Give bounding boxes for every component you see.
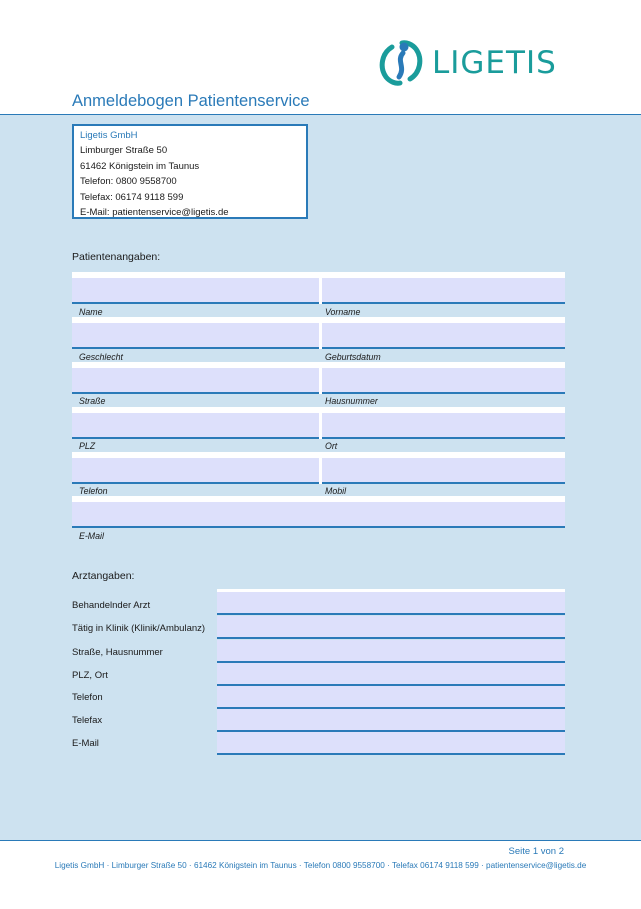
doctor-label-arzt: Behandelnder Arzt (72, 600, 151, 611)
doctor-strasse-field[interactable] (217, 640, 565, 663)
patient-row-plz (72, 407, 565, 439)
doctor-label-telefon: Telefon (72, 692, 103, 703)
doctor-email-field[interactable] (217, 732, 565, 755)
doctor-telefon-field[interactable] (217, 686, 565, 709)
ligetis-logo-icon (378, 39, 424, 87)
address-phone: Telefon: 0800 9558700 (80, 176, 177, 188)
plz-caption: PLZ (79, 441, 96, 451)
mobil-caption: Mobil (325, 486, 347, 496)
doctor-telefax-field[interactable] (217, 709, 565, 732)
patient-row-geschlecht (72, 317, 565, 349)
vorname-caption: Vorname (325, 307, 361, 317)
hausnummer-field[interactable] (322, 368, 565, 394)
plz-field[interactable] (72, 413, 319, 439)
address-email: E-Mail: patientenservice@ligetis.de (80, 207, 229, 219)
email-field[interactable] (72, 502, 565, 528)
ort-field[interactable] (322, 413, 565, 439)
geburtsdatum-field[interactable] (322, 323, 565, 349)
ort-caption: Ort (325, 441, 338, 451)
doctor-label-telefax: Telefax (72, 715, 103, 726)
name-caption: Name (79, 307, 103, 317)
address-fax: Telefax: 06174 9118 599 (80, 191, 184, 203)
strasse-field[interactable] (72, 368, 319, 394)
address-company: Ligetis GmbH (80, 130, 138, 141)
doctor-plz-ort-field[interactable] (217, 663, 565, 686)
hausnummer-caption: Hausnummer (325, 396, 378, 406)
brand-name: LIGETIS (432, 45, 557, 81)
patient-section-heading: Patientenangaben: (72, 251, 161, 263)
footer-contact: Ligetis GmbH · Limburger Straße 50 · 61462 Königstein im Taunus · Telefon 0800 9558700 · Telefax 06174 9118 599 · patientenservice@ligetis.de (54, 861, 587, 870)
geschlecht-field[interactable] (72, 323, 319, 349)
geburtsdatum-caption: Geburtsdatum (325, 352, 381, 362)
strasse-caption: Straße (79, 396, 106, 406)
patient-row-telefon (72, 452, 565, 484)
address-box (72, 124, 308, 219)
doctor-section-heading: Arztangaben: (72, 570, 135, 582)
page-number: Seite 1 von 2 (508, 846, 564, 857)
name-field[interactable] (72, 278, 319, 304)
patient-row-strasse (72, 362, 565, 394)
telefon-caption: Telefon (79, 486, 108, 496)
doctor-arzt-field[interactable] (217, 592, 565, 615)
doctor-label-klinik: Tätig in Klinik (Klinik/Ambulanz) (72, 623, 206, 634)
patient-row-name (72, 272, 565, 304)
address-street: Limburger Straße 50 (80, 145, 168, 157)
ligetis-logo (378, 38, 557, 88)
email-caption: E-Mail (79, 531, 104, 541)
doctor-label-plz-ort: PLZ, Ort (72, 670, 108, 681)
address-city: 61462 Königstein im Taunus (80, 160, 200, 172)
patient-row-email (72, 496, 565, 528)
form-title: Anmeldebogen Patientenservice (72, 92, 310, 110)
telefon-field[interactable] (72, 458, 319, 484)
geschlecht-caption: Geschlecht (79, 352, 124, 362)
doctor-klinik-field[interactable] (217, 616, 565, 639)
doctor-label-email: E-Mail (72, 738, 99, 749)
mobil-field[interactable] (322, 458, 565, 484)
vorname-field[interactable] (322, 278, 565, 304)
doctor-label-strasse: Straße, Hausnummer (72, 647, 163, 658)
